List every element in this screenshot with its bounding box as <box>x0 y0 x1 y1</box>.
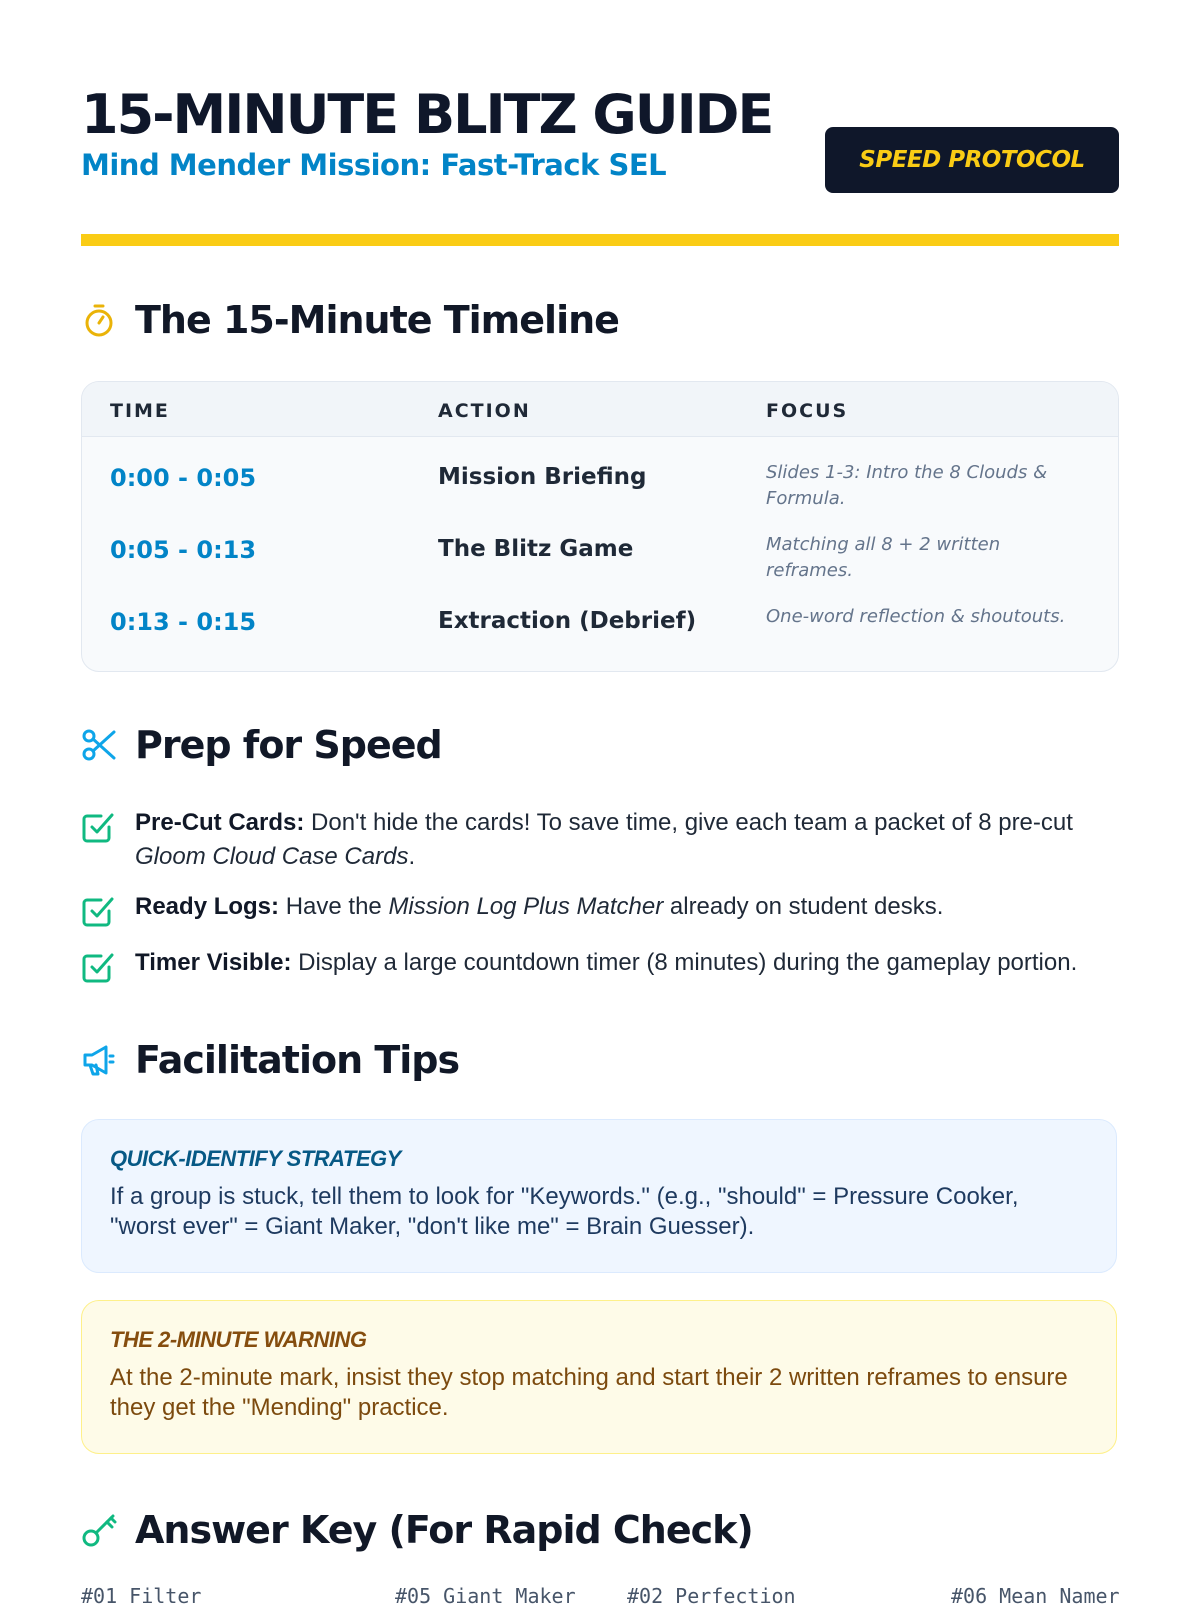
row-focus: Slides 1-3: Intro the 8 Clouds & Formula. <box>766 462 1048 509</box>
row-action: Mission Briefing <box>438 464 647 490</box>
callout-title: QUICK-IDENTIFY STRATEGY <box>110 1146 401 1171</box>
row-time: 0:05 - 0:13 <box>110 536 257 564</box>
answer-entry: #06 Mean Namer <box>951 1584 1120 1608</box>
two-minute-warning-callout <box>81 1300 1117 1454</box>
item-label: Ready Logs: <box>135 893 280 920</box>
row-action: The Blitz Game <box>438 536 634 562</box>
row-focus: Matching all 8 + 2 written reframes. <box>766 534 1001 581</box>
table-row <box>82 446 1118 518</box>
scissors-icon <box>81 727 117 763</box>
callout-body: At the 2-minute mark, insist they stop matching and start their 2 written reframes to ensure they get the "Mending" practice. <box>110 1364 1068 1421</box>
callout-title: THE 2-MINUTE WARNING <box>110 1327 367 1352</box>
column-header-time: TIME <box>110 400 170 422</box>
table-row <box>82 518 1118 590</box>
timeline-section-heading <box>81 298 619 342</box>
checkbox-checked-icon <box>81 894 115 928</box>
answer-key-heading: Answer Key (For Rapid Check) <box>135 1508 753 1552</box>
megaphone-icon <box>81 1042 117 1078</box>
list-item <box>81 946 1119 984</box>
guide-header <box>81 80 1119 190</box>
timeline-table-header <box>82 382 1118 437</box>
checkbox-checked-icon <box>81 810 115 844</box>
checkbox-checked-icon <box>81 950 115 984</box>
answer-entry: #01 Filter <box>81 1584 202 1608</box>
key-icon <box>81 1512 117 1548</box>
row-time: 0:13 - 0:15 <box>110 608 257 636</box>
item-emphasis: Mission Log Plus Matcher <box>388 893 664 920</box>
item-label: Pre-Cut Cards: <box>135 809 305 836</box>
speed-protocol-badge: SPEED PROTOCOL <box>825 127 1119 193</box>
prep-heading: Prep for Speed <box>135 723 442 767</box>
tips-heading: Facilitation Tips <box>135 1038 460 1082</box>
page-subtitle: Mind Mender Mission: Fast-Track SEL <box>81 148 667 182</box>
tips-section-heading <box>81 1038 459 1082</box>
callout-body: If a group is stuck, tell them to look for "Keywords." (e.g., "should" = Pressure Cooker, "worst ever" = Giant Maker, "don't like me" = Brain Guesser). <box>110 1183 1019 1240</box>
item-text-end: already on student desks. <box>663 893 944 920</box>
table-row <box>82 590 1118 662</box>
list-item-text <box>135 806 1115 874</box>
quick-identify-callout <box>81 1119 1117 1273</box>
item-text: Display a large countdown timer (8 minutes) during the gameplay portion. <box>291 949 1078 976</box>
row-time: 0:00 - 0:05 <box>110 464 257 492</box>
row-action: Extraction (Debrief) <box>438 608 697 634</box>
row-focus: One-word reflection & shoutouts. <box>766 606 1066 627</box>
item-text: Have the <box>279 893 389 920</box>
timeline-heading: The 15-Minute Timeline <box>135 298 619 342</box>
item-emphasis: Gloom Cloud Case Cards <box>135 843 409 870</box>
stopwatch-icon <box>81 302 117 338</box>
page-title: 15-MINUTE BLITZ GUIDE <box>81 83 773 146</box>
timeline-table <box>81 381 1119 672</box>
list-item-text <box>135 890 943 928</box>
item-text-end: . <box>408 843 416 870</box>
answer-key-section-heading <box>81 1508 753 1552</box>
column-header-focus: FOCUS <box>766 400 849 422</box>
answer-entry: #05 Giant Maker <box>395 1584 576 1608</box>
answer-key-list <box>81 1584 1120 1608</box>
answer-entry: #02 Perfection <box>627 1584 796 1608</box>
list-item-text <box>135 946 1077 984</box>
item-label: Timer Visible: <box>135 949 292 976</box>
header-divider <box>81 234 1119 246</box>
column-header-action: ACTION <box>438 400 531 422</box>
item-text: Don't hide the cards! To save time, give each team a packet of 8 pre-cut <box>304 809 1073 836</box>
list-item <box>81 890 1119 928</box>
list-item <box>81 806 1119 874</box>
prep-section-heading <box>81 723 442 767</box>
